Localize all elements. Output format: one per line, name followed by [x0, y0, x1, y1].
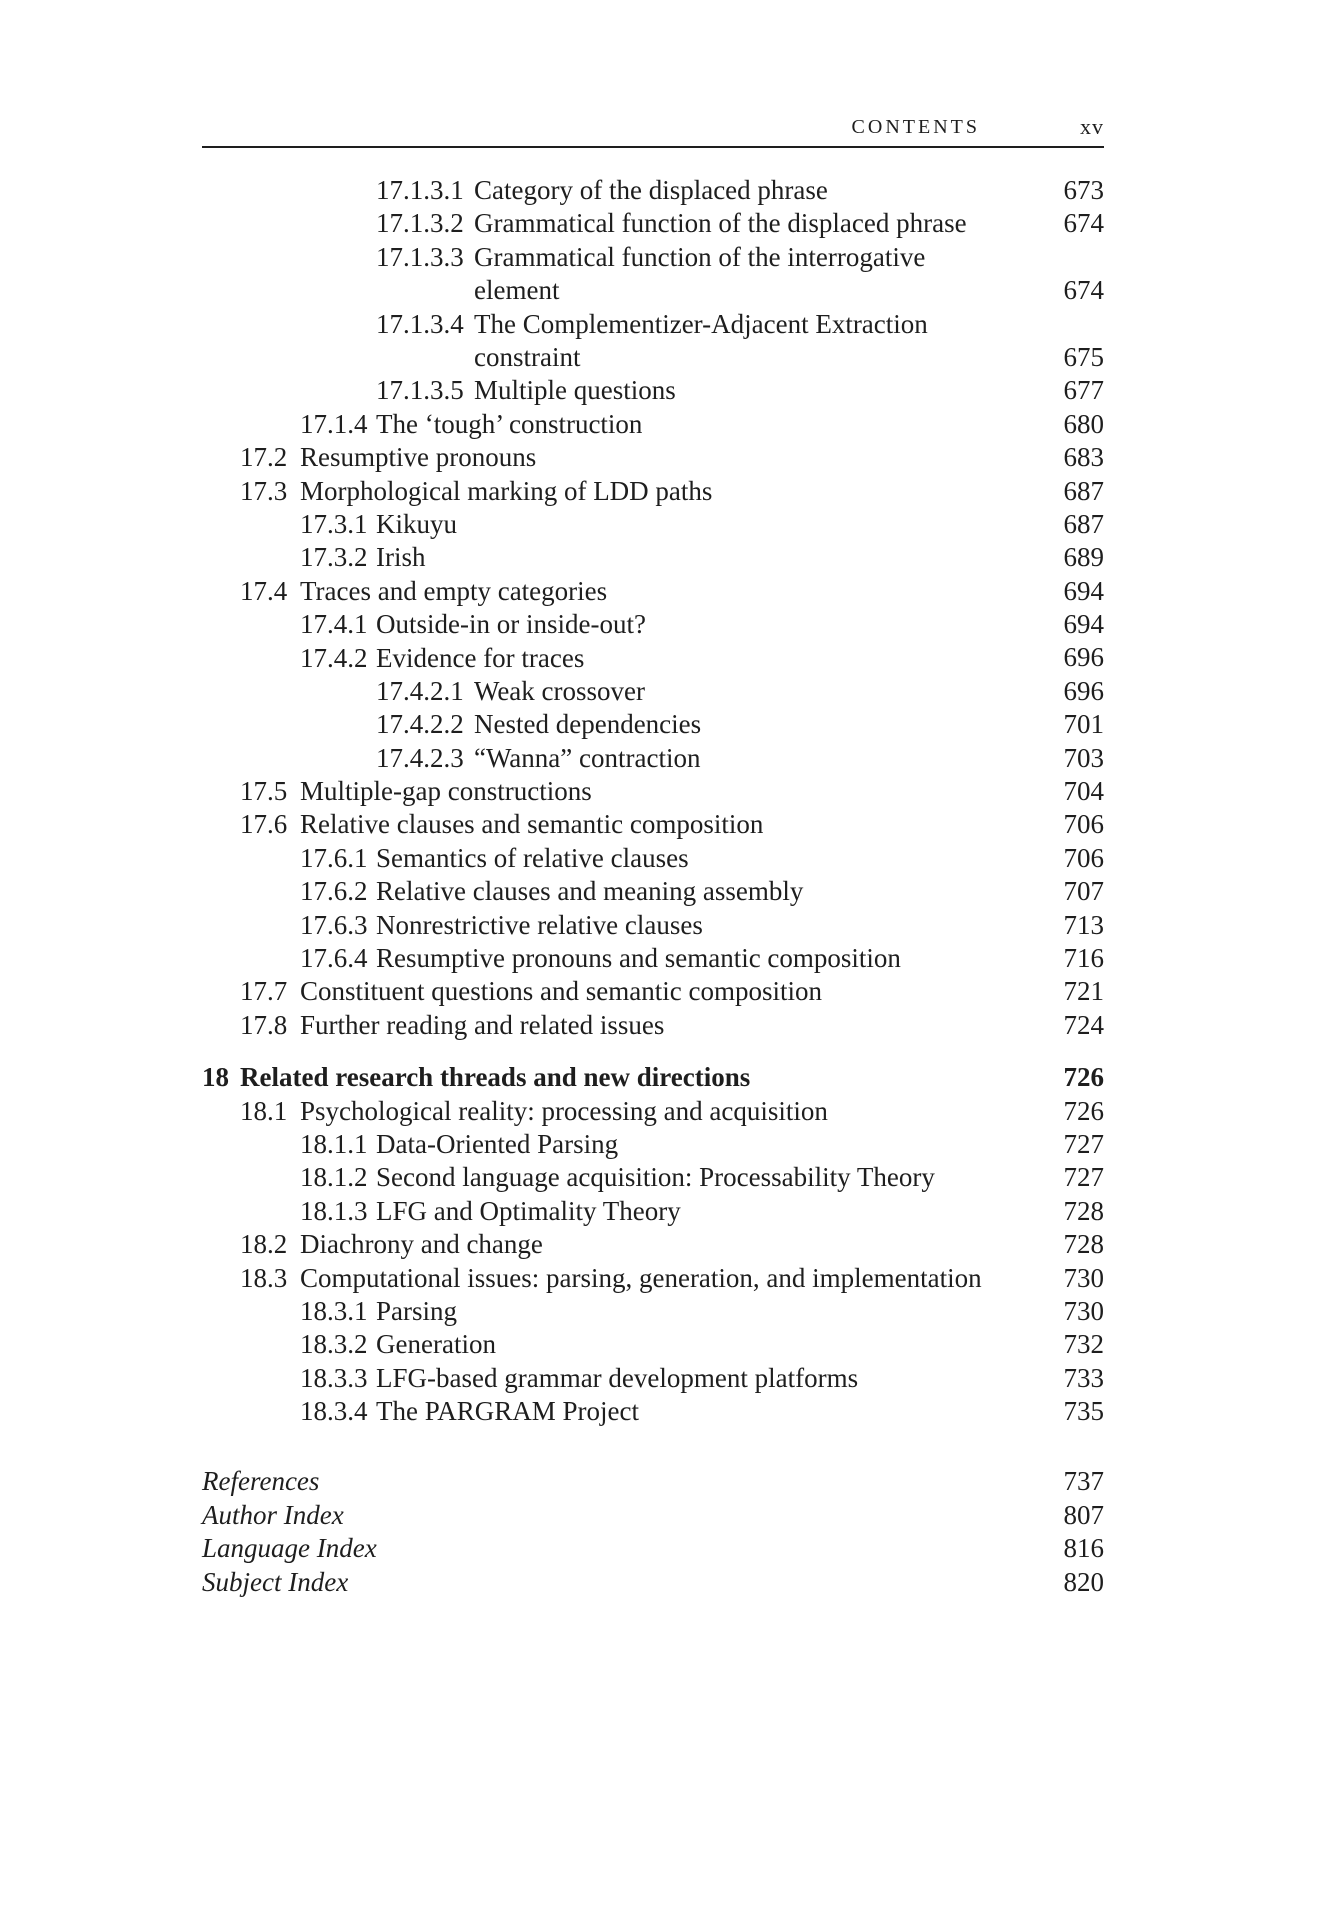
section-number: 18.3	[240, 1262, 288, 1293]
section-number: 17.1.3.2	[376, 208, 464, 239]
section-title: Resumptive pronouns	[300, 442, 537, 473]
page-number: 737	[1063, 1466, 1104, 1497]
page-number: 694	[1063, 609, 1104, 640]
section-number: 17.4.2.3	[376, 742, 464, 773]
chapter-spacer	[202, 1042, 1104, 1061]
backmatter-title: Subject Index	[202, 1566, 349, 1597]
section-number: 18.2	[240, 1229, 288, 1260]
page-number: 707	[1063, 876, 1104, 907]
page-number: 673	[1063, 174, 1104, 205]
section-title: Irish	[376, 542, 426, 573]
page-number: 721	[1063, 976, 1104, 1007]
section-number: 17.1.3.1	[376, 175, 464, 205]
page-number: 732	[1063, 1329, 1104, 1360]
toc-entry[interactable]	[202, 675, 1104, 708]
toc-entry[interactable]	[202, 1328, 1104, 1361]
section-number: 18.1.2	[300, 1162, 368, 1193]
page-number: 730	[1063, 1295, 1104, 1326]
page-number: 694	[1063, 575, 1104, 606]
section-number: 18.1	[240, 1095, 288, 1126]
section-number: 17.3.2	[300, 542, 368, 573]
section-title: The ‘tough’ construction	[376, 408, 643, 439]
section-number: 17.3.1	[300, 508, 368, 539]
page-number: 735	[1063, 1396, 1104, 1427]
page-number: 807	[1063, 1499, 1104, 1530]
section-number: 18.3.1	[300, 1295, 368, 1326]
section-title: Generation	[376, 1329, 496, 1360]
toc-entry[interactable]	[202, 374, 1104, 407]
running-header	[202, 112, 1104, 148]
page-number: 727	[1063, 1128, 1104, 1159]
page-number: 701	[1063, 709, 1104, 740]
section-number: 17.6.1	[300, 842, 368, 873]
page-number: 730	[1063, 1262, 1104, 1293]
page-number: 728	[1063, 1195, 1104, 1226]
table-of-contents	[202, 174, 1104, 1599]
toc-chapter-entry[interactable]	[202, 1061, 1104, 1094]
section-title: Nested dependencies	[474, 709, 702, 740]
section-number: 17.1.3.5	[376, 375, 464, 406]
page-number: 696	[1063, 642, 1104, 673]
section-title: Kikuyu	[376, 508, 457, 539]
section-title: Resumptive pronouns and semantic composition	[376, 943, 901, 974]
section-number: 17.1.4	[300, 408, 368, 439]
page-folio: xv	[1080, 114, 1104, 139]
page-number: 728	[1063, 1229, 1104, 1260]
page-number: 713	[1063, 909, 1104, 940]
section-title: Data-Oriented Parsing	[376, 1128, 619, 1159]
page-number: 704	[1063, 776, 1104, 807]
page-number: 727	[1063, 1162, 1104, 1193]
page-number: 716	[1063, 943, 1104, 973]
section-title: Morphological marking of LDD paths	[300, 475, 713, 506]
toc-entry[interactable]	[202, 1195, 1104, 1228]
section-title-line2: element	[474, 275, 560, 306]
toc-entry[interactable]	[202, 1395, 1104, 1428]
section-title: Further reading and related issues	[300, 1009, 665, 1040]
toc-entry[interactable]	[202, 742, 1104, 775]
page-number: 696	[1063, 675, 1104, 706]
toc-entry[interactable]	[202, 1228, 1104, 1261]
section-title-line1: Grammatical function of the interrogative	[474, 241, 926, 272]
page-number: 726	[1063, 1095, 1104, 1126]
section-title-line2: constraint	[474, 341, 581, 372]
toc-entry[interactable]	[202, 1262, 1104, 1295]
toc-entry[interactable]	[202, 308, 1104, 375]
toc-entry[interactable]	[202, 875, 1104, 908]
toc-backmatter-references[interactable]	[202, 1465, 1104, 1498]
section-title: Traces and empty categories	[300, 575, 608, 606]
section-title: Second language acquisition: Processability Theory	[376, 1162, 935, 1193]
section-title: Nonrestrictive relative clauses	[376, 909, 703, 940]
section-title: Multiple-gap constructions	[300, 776, 592, 807]
toc-backmatter-language-index[interactable]	[202, 1532, 1104, 1565]
page-number: 816	[1063, 1533, 1104, 1564]
toc-entry[interactable]	[202, 174, 1104, 207]
section-number: 17.3	[240, 475, 288, 506]
page-number: 674	[1063, 208, 1104, 239]
section-number: 17.6.4	[300, 943, 368, 974]
page-number: 680	[1063, 408, 1104, 439]
section-number: 18.3.4	[300, 1396, 368, 1427]
section-number: 17.2	[240, 442, 288, 473]
toc-entry[interactable]	[202, 775, 1104, 808]
chapter-title: Related research threads and new directions	[240, 1062, 751, 1093]
toc-entry[interactable]	[202, 1362, 1104, 1395]
backmatter-title: Author Index	[202, 1499, 344, 1530]
section-number: 17.1.3.3	[376, 241, 464, 272]
section-title	[474, 241, 925, 308]
section-title: Weak crossover	[474, 675, 646, 706]
section-title: “Wanna” contraction	[474, 742, 701, 773]
section-number: 17.8	[240, 1009, 288, 1040]
toc-entry[interactable]	[202, 408, 1104, 441]
page-number: 724	[1063, 1009, 1104, 1040]
section-number: 17.6	[240, 809, 288, 840]
section-title: Evidence for traces	[376, 642, 585, 673]
page-number: 706	[1063, 809, 1104, 840]
section-number: 17.7	[240, 976, 288, 1007]
section-title-line1: The Complementizer-Adjacent Extraction	[474, 308, 928, 339]
page-number: 687	[1063, 508, 1104, 539]
section-title: Relative clauses and semantic composition	[300, 809, 764, 840]
toc-entry[interactable]	[202, 975, 1104, 1008]
toc-entry[interactable]	[202, 441, 1104, 474]
chapter-number: 18	[202, 1062, 229, 1093]
toc-entry[interactable]	[202, 842, 1104, 875]
page-number: 687	[1063, 475, 1104, 506]
page-number: 677	[1063, 375, 1104, 406]
toc-entry[interactable]	[202, 575, 1104, 608]
section-title: Computational issues: parsing, generation, and implementation	[300, 1262, 982, 1293]
section-title: Psychological reality: processing and acquisition	[300, 1095, 828, 1126]
section-title: Diachrony and change	[300, 1229, 543, 1260]
backmatter-title: Language Index	[202, 1533, 377, 1564]
toc-entry[interactable]	[202, 475, 1104, 508]
toc-backmatter-subject-index[interactable]	[202, 1566, 1104, 1599]
section-title: Constituent questions and semantic composition	[300, 976, 822, 1007]
section-number: 17.4.2.2	[376, 709, 464, 740]
section-number: 17.6.2	[300, 876, 368, 907]
section-title: LFG and Optimality Theory	[376, 1195, 681, 1226]
section-title: Multiple questions	[474, 375, 676, 406]
page-number: 689	[1063, 542, 1104, 573]
page-number: 674	[1063, 275, 1104, 306]
section-title: LFG-based grammar development platforms	[376, 1362, 859, 1393]
section-title: Category of the displaced phrase	[474, 175, 828, 205]
section-title	[474, 308, 928, 375]
section-number: 17.4.1	[300, 609, 368, 640]
page-number: 683	[1063, 442, 1104, 473]
page-number: 706	[1063, 842, 1104, 873]
section-number: 17.4	[240, 575, 288, 606]
toc-entry[interactable]	[202, 241, 1104, 308]
toc-entry[interactable]	[202, 608, 1104, 641]
page-number: 733	[1063, 1362, 1104, 1393]
section-title: Semantics of relative clauses	[376, 842, 689, 873]
page-number: 675	[1063, 341, 1104, 372]
section-title: Grammatical function of the displaced phrase	[474, 208, 967, 239]
section-number: 17.4.2	[300, 642, 368, 673]
toc-entry[interactable]	[202, 1161, 1104, 1194]
section-number: 18.1.1	[300, 1128, 368, 1159]
page-number: 726	[1063, 1062, 1104, 1093]
toc-entry[interactable]	[202, 1095, 1104, 1128]
toc-entry[interactable]	[202, 808, 1104, 841]
section-title: Outside-in or inside-out?	[376, 609, 646, 640]
section-number: 17.1.3.4	[376, 308, 464, 339]
toc-entry[interactable]	[202, 1128, 1104, 1161]
toc-entry[interactable]	[202, 942, 1104, 975]
section-number: 17.5	[240, 776, 288, 807]
backmatter-title: References	[202, 1466, 320, 1497]
section-number: 18.1.3	[300, 1195, 368, 1226]
section-title: Parsing	[376, 1295, 457, 1326]
section-number: 18.3.2	[300, 1329, 368, 1360]
toc-entry[interactable]	[202, 541, 1104, 574]
section-number: 17.4.2.1	[376, 675, 464, 706]
running-title: CONTENTS	[851, 116, 980, 138]
section-number: 17.6.3	[300, 909, 368, 940]
section-number: 18.3.3	[300, 1362, 368, 1393]
toc-entry[interactable]	[202, 207, 1104, 240]
toc-entry[interactable]	[202, 708, 1104, 741]
section-title: Relative clauses and meaning assembly	[376, 876, 804, 907]
toc-backmatter-author-index[interactable]	[202, 1499, 1104, 1532]
toc-entry[interactable]	[202, 642, 1104, 675]
toc-entry[interactable]	[202, 1009, 1104, 1042]
toc-entry[interactable]	[202, 508, 1104, 541]
section-title: The PARGRAM Project	[376, 1396, 640, 1427]
backmatter-spacer	[202, 1428, 1104, 1465]
toc-entry[interactable]	[202, 1295, 1104, 1328]
toc-entry[interactable]	[202, 909, 1104, 942]
page-number: 820	[1063, 1566, 1104, 1597]
page-number: 703	[1063, 742, 1104, 773]
